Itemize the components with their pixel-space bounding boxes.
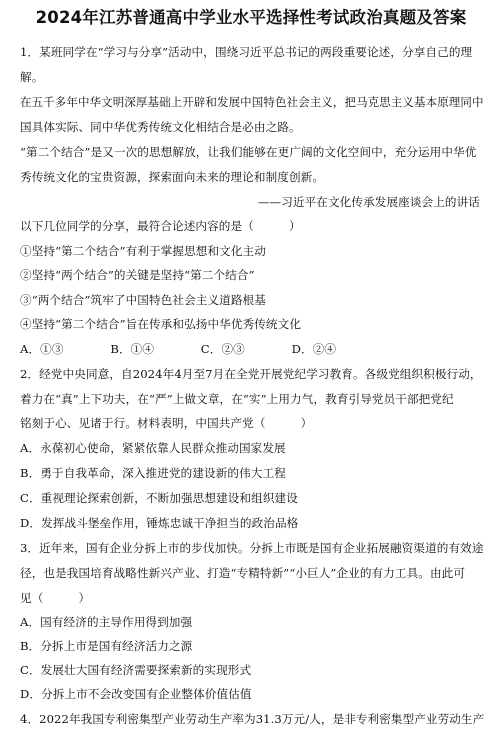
q2-option-d: D．发挥战斗堡垒作用，锤炼忠诚干净担当的政治品格 xyxy=(20,516,299,530)
q2-option-a: A．永葆初心使命，紧紧依靠人民群众推动国家发展 xyxy=(20,441,286,455)
page-title: 2024年江苏普通高中学业水平选择性考试政治真题及答案 xyxy=(35,8,467,27)
quote-1-line-2: 国具体实际、同中华优秀传统文化相结合是必由之路。 xyxy=(20,120,301,134)
q3-stem-line-3: 见（ ） xyxy=(20,591,91,605)
quote-1-line-1: 在五千多年中华文明深厚基础上开辟和发展中国特色社会主义，把马克思主义基本原理同中 xyxy=(20,95,484,109)
q1-question: 以下几位同学的分享，最符合论述内容的是（ ） xyxy=(20,219,301,233)
q1-item-2: ②坚持“两个结合”的关键是坚持“第二个结合” xyxy=(20,268,255,282)
q1-item-1: ①坚持“第二个结合”有利于掌握思想和文化主动 xyxy=(20,244,266,258)
q3-option-d: D．分拆上市不会改变国有企业整体价值估值 xyxy=(20,687,252,701)
q1-item-4: ④坚持“第二个结合”旨在传承和弘扬中华优秀传统文化 xyxy=(20,317,302,331)
q3-option-b: B．分拆上市是国有经济活力之源 xyxy=(20,639,193,653)
quote-2-line-2: 秀传统文化的宝贵资源，探索面向未来的理论和制度创新。 xyxy=(20,170,325,184)
q2-option-b: B．勇于自我革命，深入推进党的建设新的伟大工程 xyxy=(20,466,286,480)
q2-stem-line-3: 铭刻于心、见诸于行。材料表明，中国共产党（ ） xyxy=(20,416,313,430)
q2-stem-line-1: 2．经党中央同意，自2024年4月至7月在全党开展党纪学习教育。各级党组织积极行动， xyxy=(20,367,482,381)
quote-2-line-1: “第二个结合”是又一次的思想解放，让我们能够在更广阔的文化空间中，充分运用中华优 xyxy=(20,145,477,159)
q3-stem-line-1: 3．近年来，国有企业分拆上市的步伐加快。分拆上市既是国有企业拓展融资渠道的有效途 xyxy=(20,541,484,555)
quote-source: ——习近平在文化传承发展座谈会上的讲话 xyxy=(257,195,480,209)
q2-stem-line-2: 着力在“真”上下功夫，在“严”上做文章，在“实”上用力气，教育引导党员干部把党纪 xyxy=(20,392,454,406)
q3-option-c: C．发展壮大国有经济需要探索新的实现形式 xyxy=(20,663,252,677)
q2-option-c: C．重视理论探索创新，不断加强思想建设和组织建设 xyxy=(20,491,298,505)
q3-option-a: A．国有经济的主导作用得到加强 xyxy=(20,615,193,629)
q1-stem-line-2: 解。 xyxy=(20,70,44,84)
q1-stem-line-1: 1．某班同学在“学习与分享”活动中，围绕习近平总书记的两段重要论述，分享自己的理 xyxy=(20,45,473,59)
q3-stem-line-2: 径，也是我国培育战略性新兴产业、打造“专精特新”“小巨人”企业的有力工具。由此可 xyxy=(20,566,466,580)
q1-item-3: ③“两个结合”筑牢了中国特色社会主义道路根基 xyxy=(20,293,266,307)
q4-stem-line-1: 4．2022年我国专利密集型产业劳动生产率为31.3万元/人，是非专利密集型产业劳动生产 xyxy=(20,712,485,726)
q1-options: A．①③ B．①④ C．②③ D．②④ xyxy=(20,342,337,356)
